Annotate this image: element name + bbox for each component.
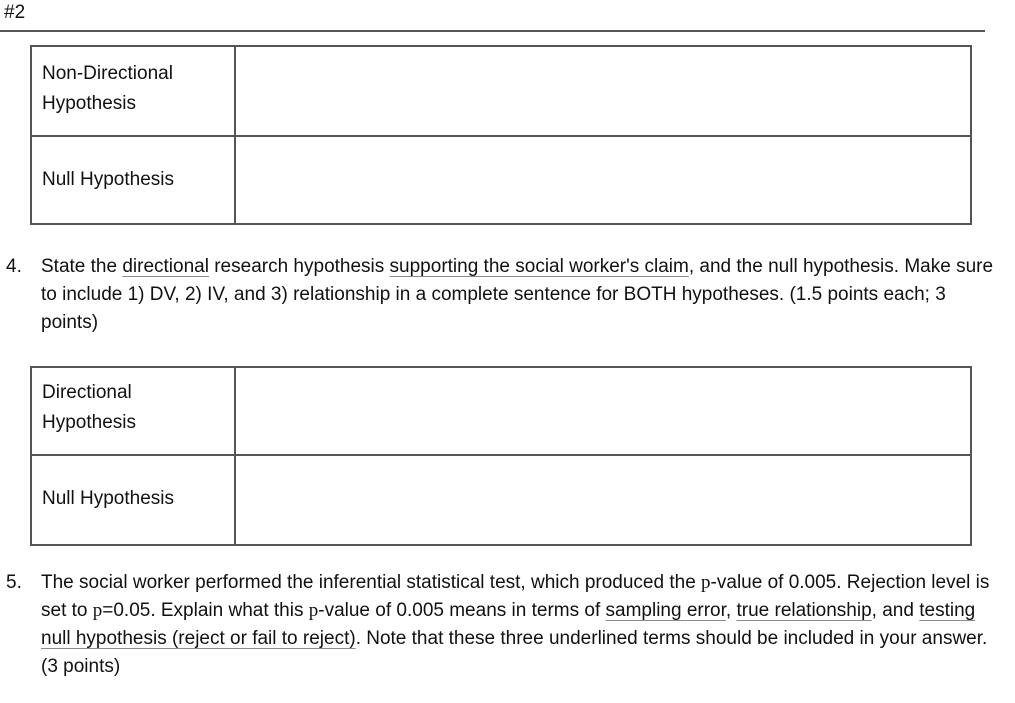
hypothesis-table-1: [30, 45, 972, 225]
underlined-term: directional: [122, 256, 209, 277]
directional-hypothesis-answer-cell[interactable]: [235, 367, 971, 455]
text-segment: research hypothesis: [208, 256, 390, 277]
text-segment: =0.05. Explain what this: [102, 600, 309, 621]
non-directional-hypothesis-answer-cell[interactable]: [235, 46, 971, 136]
null-hypothesis-answer-cell-2[interactable]: [235, 455, 971, 545]
p-variable: p: [92, 600, 103, 621]
text-segment: . Note that these three underlined terms should be included in your answer. (3 points): [41, 628, 988, 677]
label-text: Null Hypothesis: [42, 488, 174, 509]
underlined-term: sampling error: [605, 600, 726, 621]
p-variable: p: [308, 600, 319, 621]
hypothesis-table-2: [30, 366, 972, 546]
text-segment: ,: [725, 600, 737, 621]
question-number: 5.: [6, 572, 22, 593]
text-segment: The social worker performed the inferential statistical test, which produced the: [41, 572, 702, 593]
question-text: [41, 253, 1000, 337]
null-hypothesis-label-1: [31, 136, 235, 224]
underlined-term: supporting the social worker's claim: [389, 256, 689, 277]
non-directional-hypothesis-label: [31, 46, 235, 136]
question-text: [41, 569, 1000, 681]
text-segment: State the: [41, 256, 123, 277]
label-line-2: Hypothesis: [42, 93, 136, 114]
question-5: [0, 569, 1000, 681]
text-segment: -value of 0.005. Rejection level is set to: [41, 572, 990, 621]
underlined-term: testing null hypothesis (reject or fail to reject): [41, 600, 976, 649]
p-variable: p: [701, 572, 711, 593]
question-number: 4.: [6, 256, 22, 277]
directional-hypothesis-label: [31, 367, 235, 455]
question-4: [0, 253, 1000, 337]
label-line-2: Hypothesis: [42, 412, 136, 433]
text-segment: , and the null hypothesis. Make sure to include 1) DV, 2) IV, and 3) relationship in a complete sentence for BOTH hypotheses. (1.5 points each; 3 points): [41, 256, 994, 333]
header-divider: [0, 30, 985, 32]
null-hypothesis-answer-cell-1[interactable]: [235, 136, 971, 224]
label-line-1: Directional: [42, 382, 132, 403]
label-line-1: Non-Directional: [42, 63, 173, 84]
label-text: Null Hypothesis: [42, 169, 174, 190]
question-header: #2: [4, 2, 26, 23]
null-hypothesis-label-2: [31, 455, 235, 545]
text-segment: , and: [871, 600, 920, 621]
text-segment: -value of 0.005 means in terms of: [318, 600, 606, 621]
underlined-term: true relationship: [736, 600, 872, 621]
